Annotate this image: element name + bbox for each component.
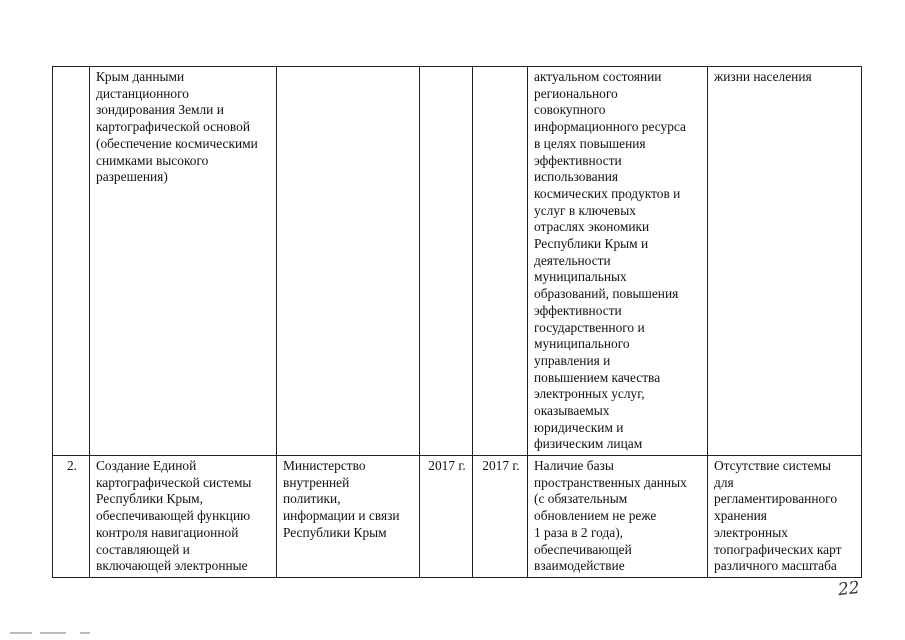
cell-text-line: физическим лицам bbox=[534, 436, 643, 452]
cell-text-line: юридическим и bbox=[534, 419, 624, 435]
cell-text-line: (с обязательным bbox=[534, 491, 628, 507]
cell-text-line: картографической основой bbox=[96, 119, 251, 135]
cell-text-line: электронных bbox=[714, 524, 788, 540]
cell-text-line: регионального bbox=[534, 85, 618, 101]
cell-text-line: космических продуктов и bbox=[534, 185, 681, 201]
cell-text-line: Крым данными bbox=[96, 69, 185, 84]
expected-result-cell bbox=[528, 456, 708, 578]
cell-text-line: включающей электронные bbox=[96, 558, 248, 574]
cell-text-line: деятельности bbox=[534, 252, 611, 268]
cell-text-line: информационного ресурса bbox=[534, 119, 686, 135]
cell-text-line: составляющей и bbox=[96, 541, 190, 557]
end-year-cell: 2017 г. bbox=[473, 456, 528, 578]
cell-text-line: контроля навигационной bbox=[96, 524, 239, 540]
start-year-cell bbox=[420, 67, 473, 456]
cell-text-line: оказываемых bbox=[534, 403, 610, 419]
cell-text-line: Создание Единой bbox=[96, 458, 197, 473]
cell-text-line: государственного и bbox=[534, 319, 645, 335]
cell-text-line: услуг в ключевых bbox=[534, 202, 636, 218]
cell-text-line: пространственных данных bbox=[534, 474, 687, 490]
cell-text-line: топографических карт bbox=[714, 541, 842, 557]
cell-text-line: совокупного bbox=[534, 102, 606, 118]
cell-text-line: картографической системы bbox=[96, 474, 252, 490]
cell-text-line: использования bbox=[534, 169, 619, 185]
cell-text-line: эффективности bbox=[534, 302, 622, 318]
cell-text-line: отраслях экономики bbox=[534, 219, 650, 235]
cell-text-line: муниципального bbox=[534, 336, 630, 352]
cell-text-line: муниципальных bbox=[534, 269, 627, 285]
cell-text-line: обновлением не реже bbox=[534, 508, 657, 524]
executor-cell bbox=[277, 67, 420, 456]
cell-text-line: дистанционного bbox=[96, 85, 189, 101]
cell-text-line: 1 раза в 2 года), bbox=[534, 524, 624, 540]
cell-text-line: управления и bbox=[534, 352, 611, 368]
cell-text-line: Республики Крым, bbox=[96, 491, 203, 507]
cell-text-line: (обеспечение космическими bbox=[96, 135, 258, 151]
cell-text-line: жизни населения bbox=[714, 69, 812, 84]
scan-artifact bbox=[10, 632, 100, 635]
cell-text-line: образований, повышения bbox=[534, 286, 679, 302]
row-number-cell: 2. bbox=[53, 456, 90, 578]
cell-text-line: политики, bbox=[283, 491, 341, 507]
cell-text-line: эффективности bbox=[534, 152, 622, 168]
end-year-cell bbox=[473, 67, 528, 456]
row-number-cell bbox=[53, 67, 90, 456]
cell-text-line: обеспечивающей функцию bbox=[96, 508, 251, 524]
cell-text-line: Наличие базы bbox=[534, 458, 614, 473]
cell-text-line: Министерство bbox=[283, 458, 366, 473]
consequence-cell bbox=[708, 456, 862, 578]
cell-text-line: обеспечивающей bbox=[534, 541, 632, 557]
cell-text-line: регламентированного bbox=[714, 491, 838, 507]
cell-text-line: в целях повышения bbox=[534, 135, 646, 151]
measure-name-cell bbox=[90, 456, 277, 578]
consequence-cell bbox=[708, 67, 862, 456]
cell-text-line: информации и связи bbox=[283, 508, 400, 524]
cell-text-line: электронных услуг, bbox=[534, 386, 645, 402]
table-row bbox=[53, 456, 862, 578]
table-row bbox=[53, 67, 862, 456]
cell-text-line: Отсутствие системы bbox=[714, 458, 832, 473]
cell-text-line: зондирования Земли и bbox=[96, 102, 224, 118]
cell-text-line: различного масштаба bbox=[714, 558, 837, 574]
start-year-cell: 2017 г. bbox=[420, 456, 473, 578]
cell-text-line: Республики Крым и bbox=[534, 236, 649, 252]
cell-text-line: актуальном состоянии bbox=[534, 69, 662, 84]
cell-text-line: хранения bbox=[714, 508, 767, 524]
cell-text-line: для bbox=[714, 474, 734, 490]
cell-text-line: Республики Крым bbox=[283, 524, 387, 540]
cell-text-line: снимками высокого bbox=[96, 152, 209, 168]
cell-text-line: повышением качества bbox=[534, 369, 661, 385]
program-table bbox=[52, 66, 862, 578]
cell-text-line: внутренней bbox=[283, 474, 350, 490]
cell-text-line: взаимодействие bbox=[534, 558, 625, 574]
page-number: 22 bbox=[837, 577, 861, 601]
expected-result-cell bbox=[528, 67, 708, 456]
cell-text-line: разрешения) bbox=[96, 169, 168, 185]
measure-name-cell bbox=[90, 67, 277, 456]
executor-cell bbox=[277, 456, 420, 578]
